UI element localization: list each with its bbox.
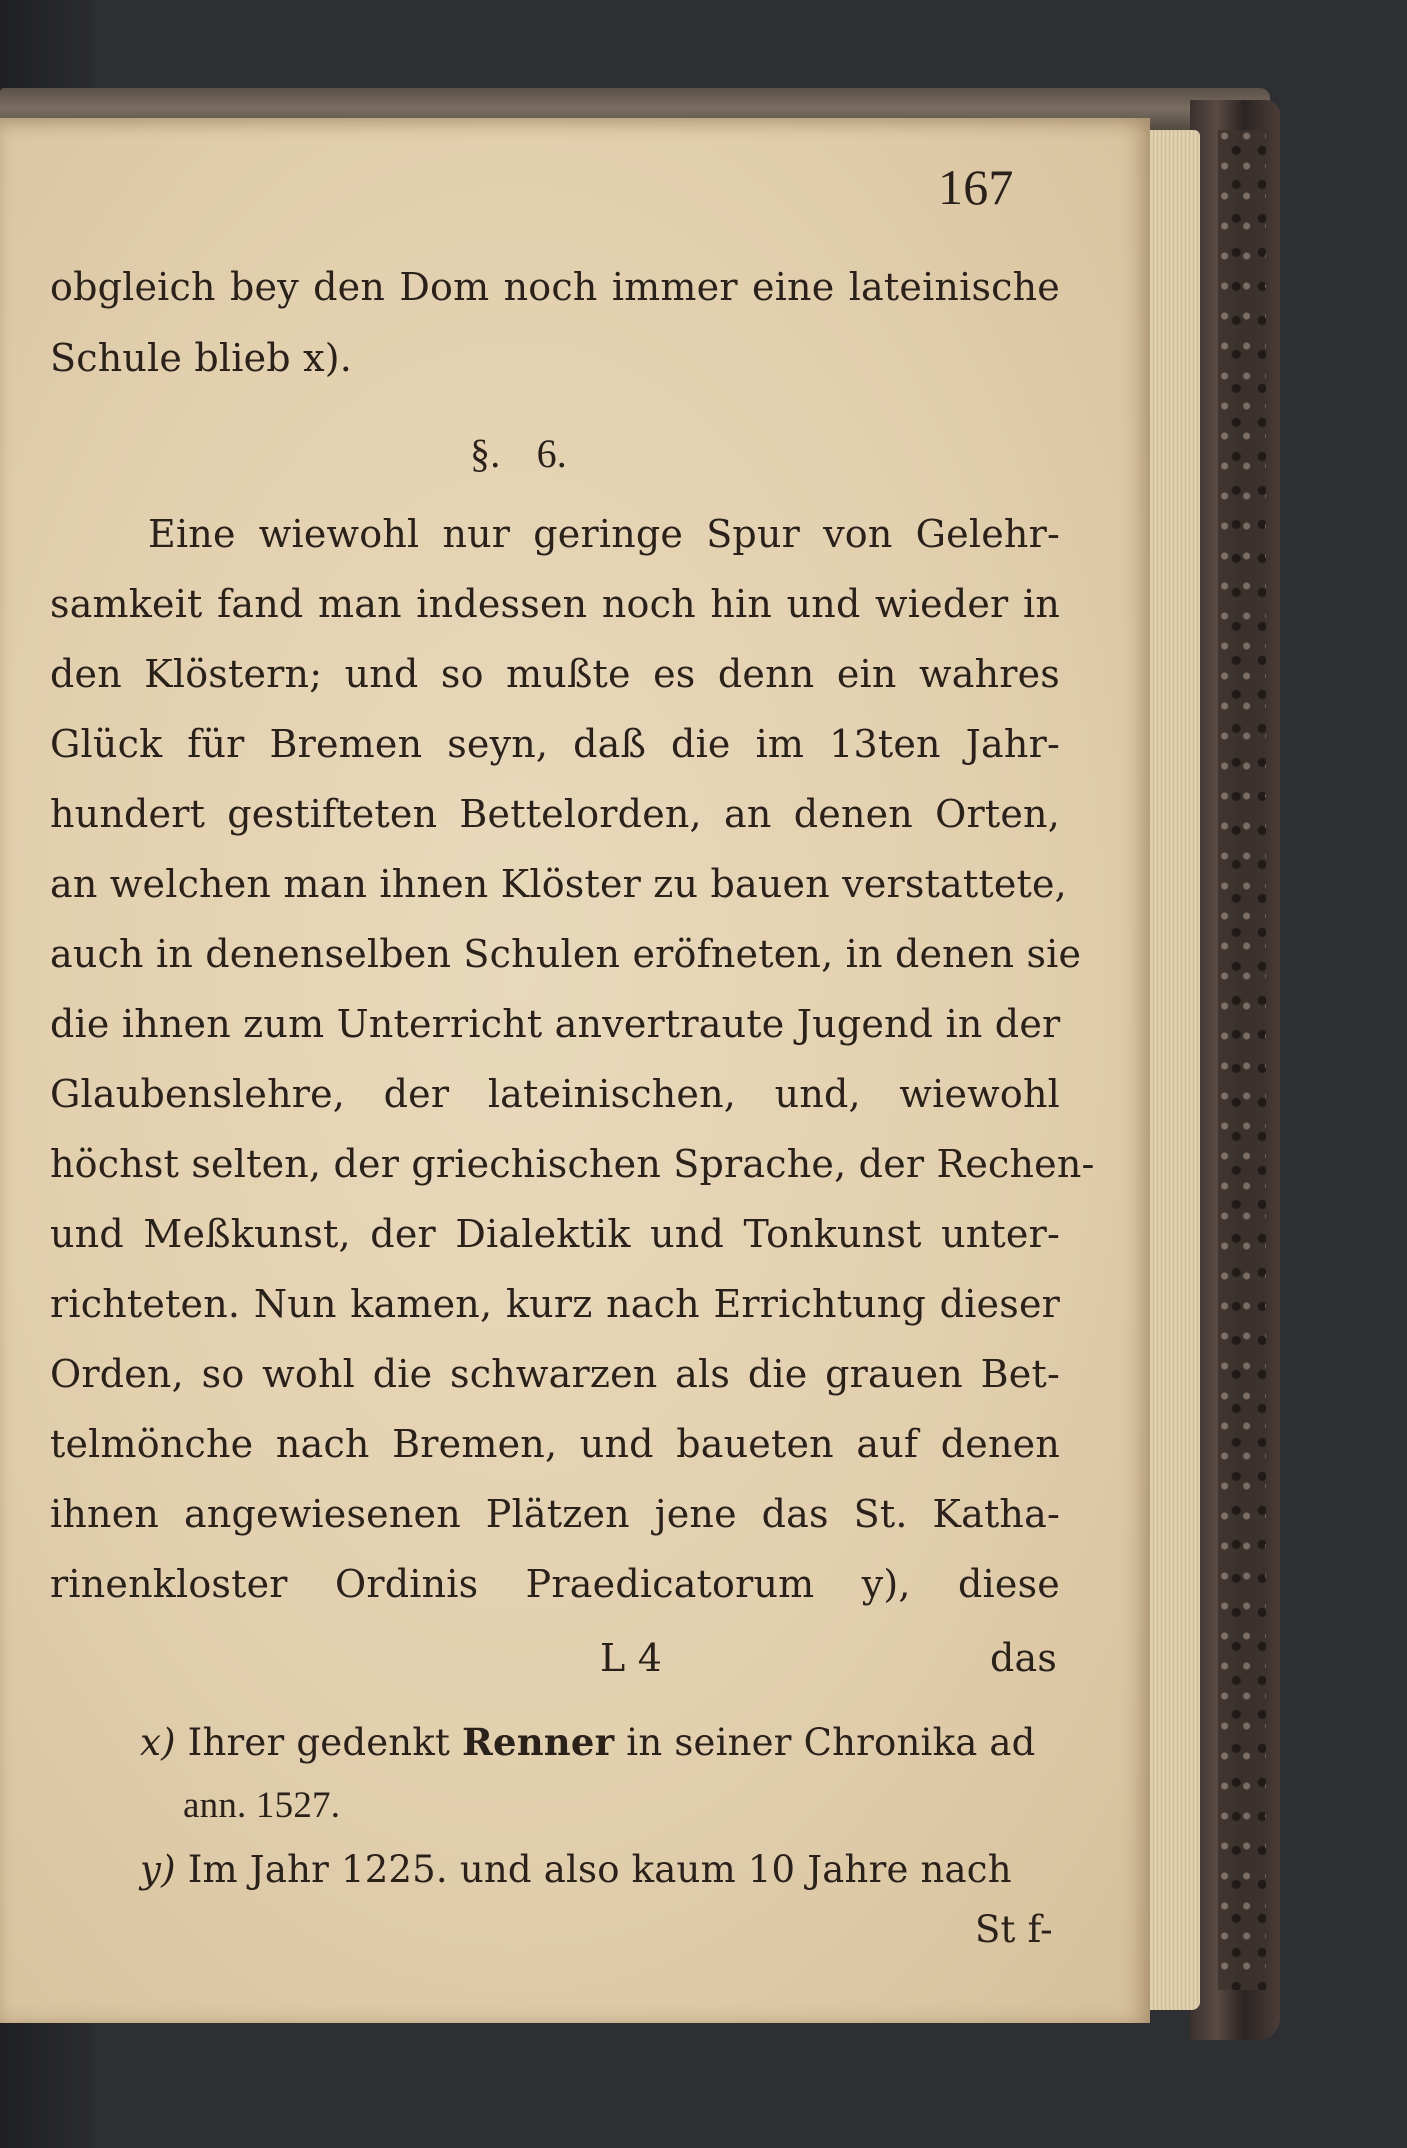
body-line: Orden, so wohl die schwarzen als die grauen Bet-: [50, 1352, 1060, 1396]
body-line: samkeit fand man indessen noch hin und wieder in: [50, 582, 1060, 626]
section-heading: §. 6.: [470, 431, 567, 476]
footnote-mark: y): [140, 1848, 176, 1891]
footnote-text: Ihrer gedenkt: [187, 1721, 451, 1764]
footnote-continuation: ann. 1527.: [183, 1785, 341, 1826]
body-line: obgleich bey den Dom noch immer eine lateinische: [50, 265, 1060, 309]
body-line: Eine wiewohl nur geringe Spur von Gelehr-: [148, 512, 1060, 556]
footnote-mark: x): [140, 1721, 176, 1764]
body-line: und Meßkunst, der Dialektik und Tonkunst unter-: [50, 1212, 1060, 1256]
body-line: die ihnen zum Unterricht anvertraute Jugend in der: [50, 1002, 1061, 1046]
body-line: rinenkloster Ordinis Praedicatorum y), diese: [50, 1562, 1060, 1606]
footnote-y: [140, 1848, 1012, 1891]
body-line: an welchen man ihnen Klöster zu bauen verstattete,: [50, 862, 1067, 906]
footnote-catchword: St f-: [975, 1908, 1053, 1951]
body-line: ihnen angewiesenen Plätzen jene das St. Katha-: [50, 1492, 1060, 1536]
book-cover-spine-edge: [1190, 100, 1280, 2040]
body-line: hundert gestifteten Bettelorden, an denen Orten,: [50, 792, 1060, 836]
body-line: den Klöstern; und so mußte es denn ein wahres: [50, 652, 1060, 696]
footnote-text: in seiner Chronika ad: [626, 1721, 1036, 1764]
body-line: richteten. Nun kamen, kurz nach Errichtung dieser: [50, 1282, 1060, 1326]
body-line: Schule blieb x).: [50, 336, 353, 380]
body-line: höchst selten, der griechischen Sprache, der Rechen-: [50, 1142, 1095, 1186]
catchword: das: [990, 1636, 1058, 1680]
footnote-name: Renner: [462, 1720, 615, 1764]
body-line: telmönche nach Bremen, und baueten auf denen: [50, 1422, 1060, 1466]
footnote-x: [140, 1720, 1036, 1764]
body-line: Glück für Bremen seyn, daß die im 13ten Jahr-: [50, 722, 1060, 766]
page-number: 167: [938, 159, 1014, 215]
body-line: auch in denenselben Schulen eröfneten, in denen sie: [50, 932, 1082, 976]
signature-mark: L 4: [600, 1636, 663, 1680]
footnote-text: Im Jahr 1225. und also kaum 10 Jahre nach: [187, 1848, 1012, 1891]
body-line: Glaubenslehre, der lateinischen, und, wiewohl: [50, 1072, 1060, 1116]
